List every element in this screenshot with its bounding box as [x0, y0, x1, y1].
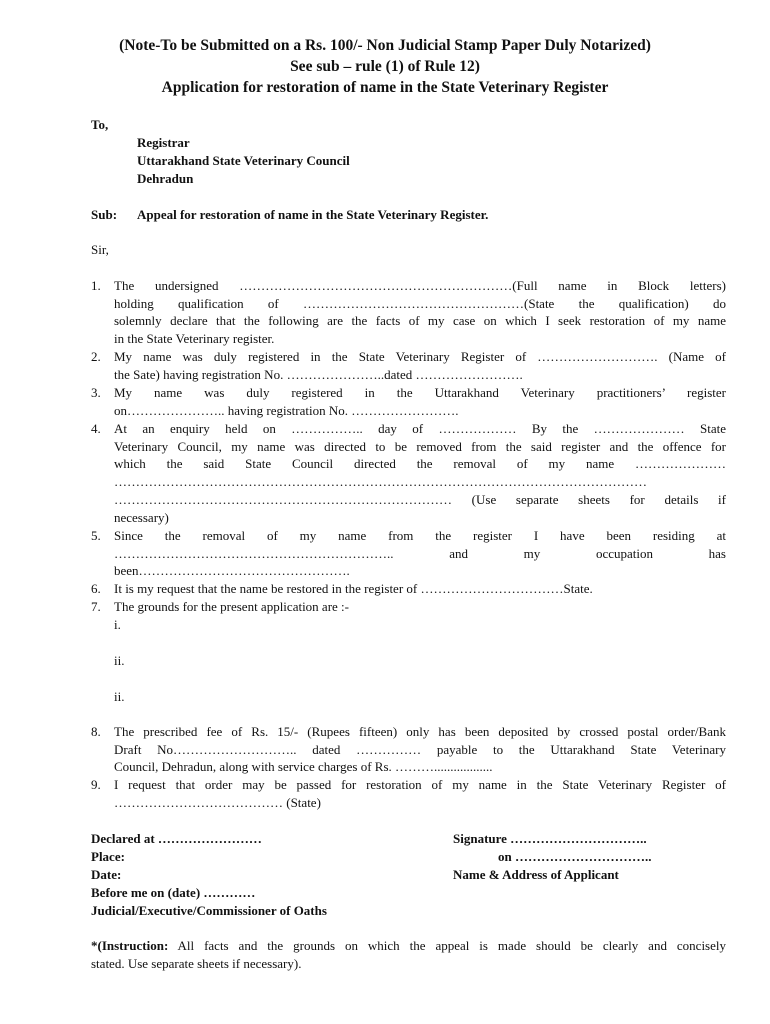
- item-line: been………………………………………….: [114, 563, 350, 579]
- item-line: which the said State Council directed the removal of my name …………………: [114, 456, 726, 472]
- item-number: 1.: [91, 278, 101, 293]
- item-line: The prescribed fee of Rs. 15/- (Rupees fifteen) only has been deposited by crossed postal order/Bank: [114, 724, 726, 739]
- item-line: Council, Dehradun, along with service charges of Rs. ………..................: [114, 759, 493, 775]
- instruction-note: [91, 937, 726, 972]
- item-line: ……………………………………………………………………………………………………………: [114, 474, 647, 490]
- item-number: 3.: [91, 385, 101, 400]
- item-number: 9.: [91, 777, 101, 792]
- item-line: ………………………………… (State): [114, 794, 321, 810]
- instruction-label: *(Instruction:: [91, 938, 169, 953]
- item-line: My name was duly registered in the Uttarakhand Veterinary practitioners’ register: [114, 385, 726, 400]
- ground-item: i.: [114, 617, 121, 632]
- signature-line: Signature …………………………..: [453, 831, 647, 846]
- item-line: At an enquiry held on …………….. day of ……………… By the ………………… State: [114, 421, 726, 436]
- signature-on-line: on …………………………..: [498, 849, 652, 864]
- list-item: [114, 776, 726, 811]
- item-line: …………………………………………………………………… (Use separate sheets for details if: [114, 491, 726, 507]
- subject-text: Appeal for restoration of name in the State Veterinary Register.: [137, 207, 489, 222]
- item-line: solemnly declare that the following are the facts of my case on which I seek restoration of my name: [114, 313, 726, 329]
- item-number: 8.: [91, 724, 101, 739]
- item-line: in the State Veterinary register.: [114, 331, 275, 347]
- instruction-text: All facts and the grounds on which the appeal is made should be clearly and concisely: [168, 938, 726, 953]
- item-line: I request that order may be passed for restoration of my name in the State Veterinary Register of: [114, 777, 726, 792]
- item-line: the Sate) having registration No. …………………..dated …………………….: [114, 366, 523, 382]
- item-number: 7.: [91, 599, 101, 614]
- salutation: Sir,: [91, 242, 109, 257]
- ground-item: ii.: [114, 653, 125, 668]
- commissioner-of-oaths: Judicial/Executive/Commissioner of Oaths: [91, 903, 327, 918]
- list-item: [114, 277, 726, 348]
- list-item: [114, 384, 726, 419]
- item-line: Veterinary Council, my name was directed to be removed from the said register and the offence for: [114, 438, 726, 454]
- list-item: [114, 348, 726, 383]
- before-me-on-date: Before me on (date) …………: [91, 885, 256, 900]
- applicant-name-address: Name & Address of Applicant: [453, 867, 619, 882]
- item-line: Since the removal of my name from the register I have been residing at: [114, 528, 726, 543]
- item-number: 6.: [91, 581, 101, 596]
- addressee-registrar: Registrar: [137, 135, 190, 150]
- item-line: holding qualification of ……………………………………………(State the qualification) do: [114, 295, 726, 311]
- form-title: Application for restoration of name in the State Veterinary Register: [161, 79, 609, 96]
- rule-reference: See sub – rule (1) of Rule 12): [290, 58, 480, 75]
- date-label: Date:: [91, 867, 122, 882]
- item-number: 4.: [91, 421, 101, 436]
- ground-item: ii.: [114, 689, 125, 704]
- addressee-council: Uttarakhand State Veterinary Council: [137, 153, 350, 168]
- item-line: ……………………………………………………….. and my occupation has: [114, 545, 726, 561]
- subject-label: Sub:: [91, 207, 118, 222]
- addressee-city: Dehradun: [137, 171, 194, 186]
- item-line: My name was duly registered in the State Veterinary Register of ………………………. (Name of: [114, 349, 726, 364]
- item-number: 2.: [91, 349, 101, 364]
- instruction-line: stated. Use separate sheets if necessary).: [91, 955, 302, 971]
- item-line: on………………….. having registration No. …………………….: [114, 402, 459, 418]
- instruction-line: [91, 937, 726, 955]
- place-label: Place:: [91, 849, 125, 864]
- list-item: [114, 527, 726, 580]
- item-line: Draft No……………………….. dated …………… payable to the Uttarakhand State Veterinary: [114, 741, 726, 757]
- to-label: To,: [91, 117, 109, 132]
- declared-at: Declared at ……………………: [91, 831, 262, 846]
- item-line: The grounds for the present application are :-: [114, 599, 349, 614]
- list-item: [114, 723, 726, 776]
- list-item: [114, 420, 726, 526]
- stamp-paper-note: (Note-To be Submitted on a Rs. 100/- Non Judicial Stamp Paper Duly Notarized): [119, 37, 651, 54]
- item-line: It is my request that the name be restored in the register of ……………………………State.: [114, 581, 593, 596]
- item-line: The undersigned ………………………………………………………(Full name in Block letters): [114, 278, 726, 293]
- item-line: necessary): [114, 509, 169, 525]
- item-number: 5.: [91, 528, 101, 543]
